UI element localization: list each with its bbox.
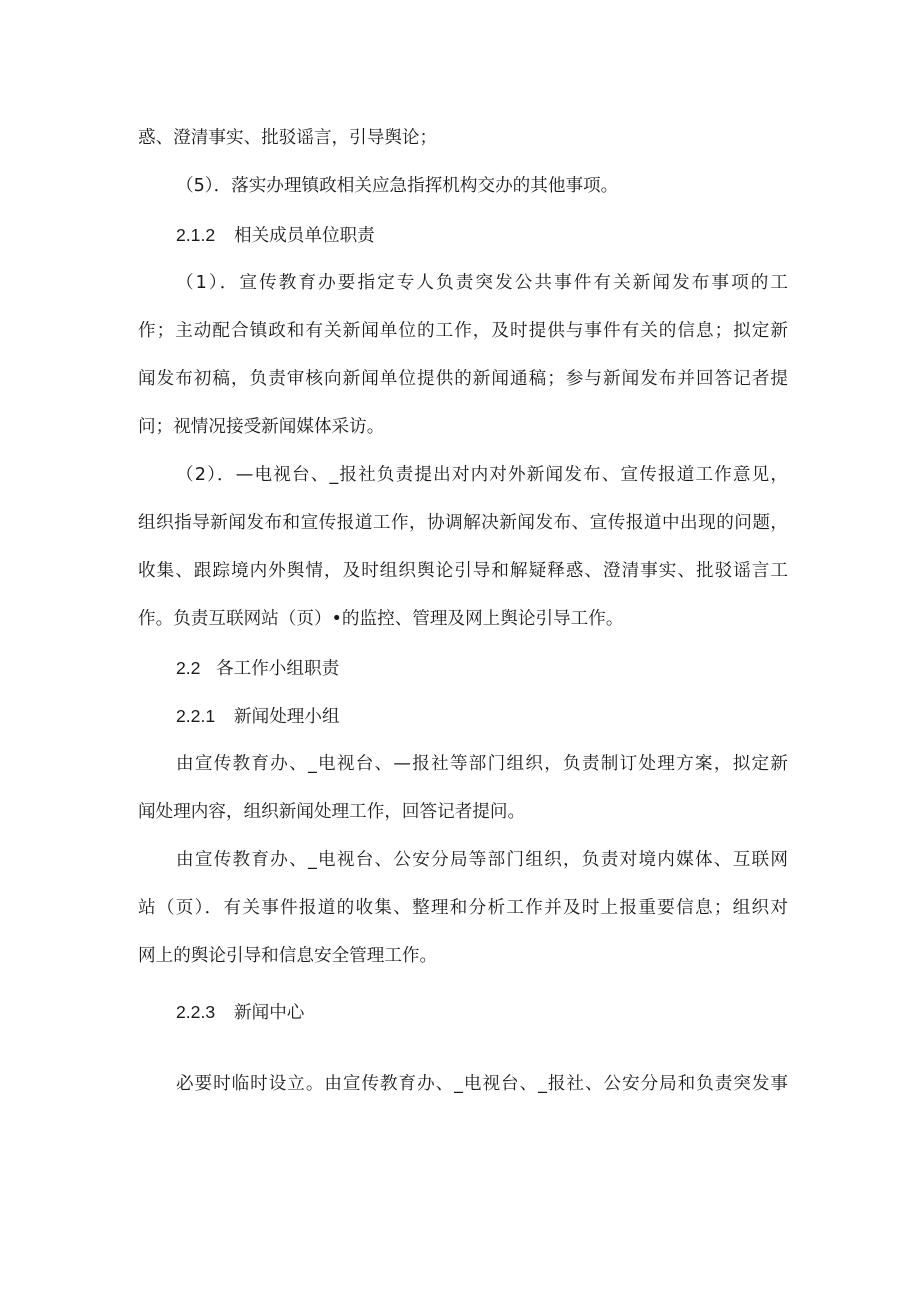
paragraph-line: 惑、澄清事实、批驳谣言，引导舆论； (138, 128, 438, 148)
paragraph-line: （2）．—电视台、_报社负责提出对内对外新闻发布、宣传报道工作意见， (176, 465, 788, 485)
section-heading-2-1-2 (176, 223, 375, 248)
paragraph-line: 问；视情况接受新闻媒体采访。 (138, 417, 385, 437)
section-title: 相关成员单位职责 (234, 226, 375, 246)
paragraph-line: 必要时临时设立。由宣传教育办、_电视台、_报社、公安分局和负责突发事 (176, 1074, 788, 1094)
section-title: 新闻处理小组 (234, 707, 340, 727)
section-number: 2.2.3 (176, 1002, 216, 1022)
paragraph-line: （1）．宣传教育办要指定专人负责突发公共事件有关新闻发布事项的工 (176, 273, 788, 293)
section-title: 新闻中心 (234, 1003, 305, 1023)
paragraph-line: 作。负责互联网站（页）•的监控、管理及网上舆论引导工作。 (138, 609, 624, 629)
section-heading-2-2-3 (176, 1000, 304, 1025)
paragraph-line: 网上的舆论引导和信息安全管理工作。 (138, 946, 438, 966)
paragraph-line: 作；主动配合镇政和有关新闻单位的工作，及时提供与事件有关的信息；拟定新 (138, 321, 788, 341)
paragraph-line: （5）．落实办理镇政相关应急指挥机构交办的其他事项。 (176, 176, 619, 196)
section-number: 2.1.2 (176, 225, 216, 245)
section-number: 2.2.1 (176, 706, 216, 726)
paragraph-line: 组织指导新闻发布和宣传报道工作，协调解决新闻发布、宣传报道中出现的问题， (138, 513, 788, 533)
paragraph-line: 收集、跟踪境内外舆情，及时组织舆论引导和解疑释惑、澄清事实、批驳谣言工 (138, 561, 788, 581)
paragraph-line: 闻处理内容，组织新闻处理工作，回答记者提问。 (138, 802, 526, 822)
paragraph-line: 由宣传教育办、_电视台、公安分局等部门组织，负责对境内媒体、互联网 (176, 850, 788, 870)
paragraph-line: 站（页）．有关事件报道的收集、整理和分析工作并及时上报重要信息；组织对 (138, 898, 788, 918)
section-title: 各工作小组职责 (216, 659, 340, 679)
paragraph-line: 闻发布初稿，负责审核向新闻单位提供的新闻通稿；参与新闻发布并回答记者提 (138, 369, 788, 389)
section-heading-2-2-1 (176, 704, 340, 729)
paragraph-line: 由宣传教育办、_电视台、—报社等部门组织，负责制订处理方案，拟定新 (176, 754, 788, 774)
section-heading-2-2 (176, 656, 339, 681)
section-number: 2.2 (176, 658, 201, 678)
